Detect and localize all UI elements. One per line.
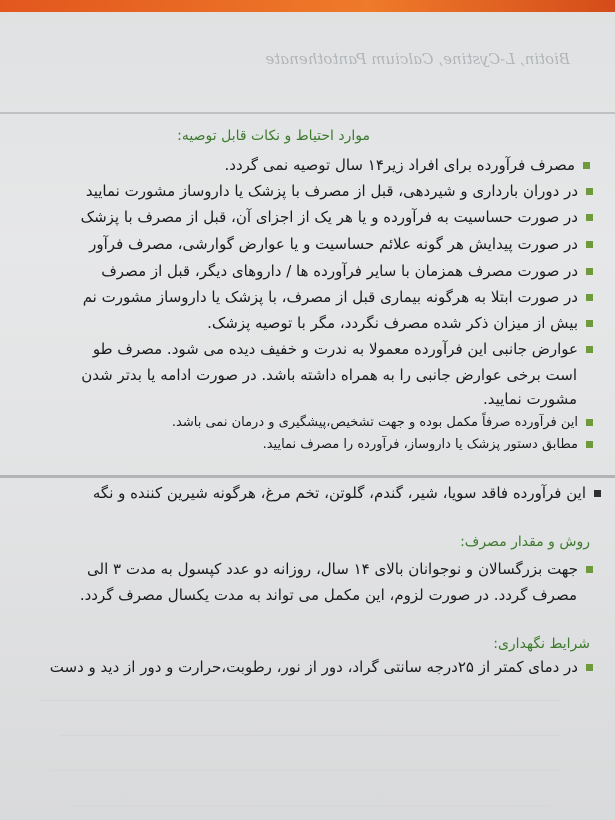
precaution-item: بیش از میزان ذکر شده مصرف نگردد، مگر با توصیه پزشک. [207, 314, 593, 332]
orange-edge-strip [0, 0, 615, 12]
precaution-item: در دوران بارداری و شیردهی، قبل از مصرف با پزشک یا داروساز مشورت نمایید [86, 182, 593, 200]
bullet-square-icon [586, 419, 593, 426]
bullet-square-icon [586, 268, 593, 275]
precaution-small-item: مطابق دستور پزشک یا داروساز، فرآورده را مصرف نمایید. [263, 436, 593, 454]
fold-line [0, 475, 615, 478]
bullet-square-icon [586, 441, 593, 448]
precaution-item: مصرف فرآورده برای افراد زیر۱۴ سال توصیه نمی گردد. [225, 156, 590, 174]
bullet-square-icon [586, 566, 593, 573]
precaution-item: در صورت مصرف همزمان با سایر فرآورده ها / داروهای دیگر، قبل از مصرف [101, 262, 593, 280]
precaution-small-item: این فرآورده صرفاً مکمل بوده و جهت تشخیص،پیشگیری و درمان نمی باشد. [172, 414, 593, 432]
bullet-square-icon [586, 320, 593, 327]
faint-showthrough-line [40, 700, 560, 701]
dosage-title: روش و مقدار مصرف: [460, 534, 590, 550]
bullet-square-icon [594, 490, 601, 497]
precaution-item: در صورت ابتلا به هرگونه بیماری قبل از مصرف، با پزشک یا داروساز مشورت نم [83, 288, 593, 306]
bullet-square-icon [586, 214, 593, 221]
precaution-continuation: مشورت نمایید. [482, 390, 577, 408]
precaution-continuation: است برخی عوارض جانبی را به همراه داشته باشد. در صورت ادامه یا بدتر شدن [81, 366, 577, 384]
precaution-item: در صورت حساسیت به فرآورده و یا هر یک از اجزای آن، قبل از مصرف با پزشک [81, 208, 593, 226]
dosage-line: جهت بزرگسالان و نوجوانان بالای ۱۴ سال، روزانه دو عدد کپسول به مدت ۳ الی [87, 560, 593, 578]
precaution-item: در صورت پیدایش هر گونه علائم حساسیت و یا عوارض گوارشی، مصرف فرآور [89, 235, 593, 253]
faint-showthrough-line [60, 735, 560, 736]
dosage-line: مصرف گردد. در صورت لزوم، این مکمل می تواند به مدت یکسال مصرف گردد. [79, 586, 577, 604]
bullet-square-icon [586, 241, 593, 248]
mirrored-back-text: Biotin, L-Cystine, Calcium Pantothenate [265, 50, 570, 68]
allergen-note: این فرآورده فاقد سویا، شیر، گندم، گلوتن، تخم مرغ، هرگونه شیرین کننده و نگه [93, 484, 601, 502]
storage-title: شرایط نگهداری: [493, 636, 590, 652]
faint-showthrough-line [50, 770, 560, 771]
bullet-square-icon [586, 188, 593, 195]
precaution-item: عوارض جانبی این فرآورده معمولا به ندرت و خفیف دیده می شود. مصرف طو [93, 340, 593, 358]
bullet-square-icon [586, 664, 593, 671]
bullet-square-icon [583, 162, 590, 169]
faint-showthrough-line [70, 805, 550, 806]
bullet-square-icon [586, 346, 593, 353]
precautions-title: موارد احتیاط و نکات قابل توصیه: [177, 128, 370, 144]
fold-line [0, 112, 615, 114]
bullet-square-icon [586, 294, 593, 301]
storage-line: در دمای کمتر از ۲۵درجه سانتی گراد، دور از نور، رطوبت،حرارت و دور از دید و دست [50, 658, 593, 676]
